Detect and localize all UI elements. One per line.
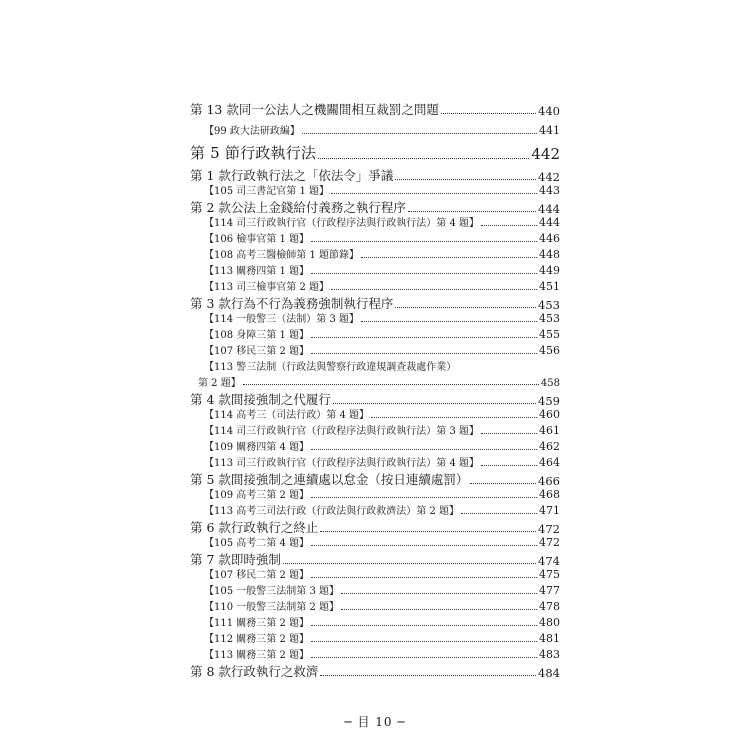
exam-title: 【114 司三行政執行官（行政程序法與行政執行法）第 3 題】 bbox=[204, 426, 479, 437]
exam-label bbox=[204, 342, 309, 357]
dot-leader bbox=[408, 211, 536, 212]
exam-label bbox=[204, 598, 339, 613]
toc-exam-entry[interactable] bbox=[190, 262, 560, 277]
toc-exam-entry[interactable] bbox=[190, 310, 560, 325]
article-title: 間接強制之連續處以怠金（按日連續處罰） bbox=[230, 472, 469, 487]
page-footer: ─ 目 10 ─ bbox=[344, 715, 406, 729]
exam-title: 【113 關務三第 2 題】 bbox=[204, 650, 309, 661]
section-number: 第 5 節 bbox=[190, 144, 241, 162]
exam-label bbox=[204, 230, 309, 245]
dot-leader bbox=[461, 513, 537, 514]
article-title: 間接強制之代履行 bbox=[230, 392, 331, 407]
exam-title: 【113 關務四第 1 題】 bbox=[204, 266, 309, 277]
page-number: 460 bbox=[539, 408, 560, 421]
toc-exam-entry[interactable] bbox=[190, 598, 560, 613]
exam-label bbox=[204, 182, 329, 197]
toc-exam-entry[interactable] bbox=[190, 438, 560, 453]
exam-label bbox=[204, 406, 369, 421]
article-number: 第 5 款 bbox=[190, 472, 231, 487]
exam-label bbox=[204, 534, 309, 549]
exam-title: 【105 高考二第 4 題】 bbox=[204, 538, 309, 549]
exam-label bbox=[204, 614, 309, 629]
toc-exam-entry[interactable] bbox=[190, 614, 560, 629]
dot-leader bbox=[283, 563, 536, 564]
exam-label bbox=[204, 486, 309, 501]
exam-title: 【112 關務三第 2 題】 bbox=[204, 634, 309, 645]
toc-exam-entry[interactable] bbox=[190, 182, 560, 197]
exam-title: 【108 高考三醫檢師第 1 題節錄】 bbox=[204, 250, 359, 261]
dot-leader bbox=[361, 321, 537, 322]
exam-label bbox=[204, 630, 309, 645]
page-number: 444 bbox=[538, 202, 560, 216]
article-number: 第 1 款 bbox=[190, 168, 231, 183]
page-number: 478 bbox=[539, 600, 560, 613]
exam-title: 【107 移民二第 2 題】 bbox=[204, 570, 309, 581]
page-number: 442 bbox=[531, 145, 560, 163]
exam-title: 【109 關務四第 4 題】 bbox=[204, 442, 309, 453]
dot-leader bbox=[243, 384, 539, 385]
article-label bbox=[190, 662, 318, 680]
section-title: 行政執行法 bbox=[240, 144, 317, 162]
dot-leader bbox=[331, 193, 537, 194]
dot-leader bbox=[311, 641, 537, 642]
dot-leader bbox=[470, 483, 536, 484]
toc-article-entry[interactable] bbox=[190, 662, 560, 680]
toc-exam-entry[interactable] bbox=[190, 342, 560, 357]
page-number: 451 bbox=[539, 280, 560, 293]
exam-title: 【111 關務三第 2 題】 bbox=[204, 618, 309, 629]
toc-section-entry[interactable] bbox=[190, 142, 560, 163]
dot-leader bbox=[311, 625, 537, 626]
dot-leader bbox=[311, 497, 537, 498]
page-number: 442 bbox=[538, 170, 560, 184]
page-number: 472 bbox=[539, 536, 560, 549]
dot-leader bbox=[311, 353, 537, 354]
exam-title: 【114 高考三（司法行政）第 4 題】 bbox=[204, 410, 369, 421]
exam-label bbox=[204, 582, 339, 597]
dot-leader bbox=[311, 545, 537, 546]
dot-leader bbox=[333, 403, 536, 404]
page-number: 456 bbox=[539, 344, 560, 357]
exam-label bbox=[204, 422, 479, 437]
toc-exam-entry-continued[interactable] bbox=[190, 374, 560, 389]
section-label bbox=[190, 142, 316, 163]
article-number: 第 13 款 bbox=[190, 102, 239, 117]
dot-leader bbox=[320, 531, 536, 532]
page-number: 471 bbox=[539, 504, 560, 517]
toc-exam-entry[interactable] bbox=[190, 566, 560, 581]
exam-label bbox=[204, 438, 309, 453]
toc-article-entry[interactable] bbox=[190, 100, 560, 118]
exam-title: 【105 一般警三法制第 3 題】 bbox=[204, 586, 339, 597]
toc-exam-entry[interactable] bbox=[190, 422, 560, 437]
toc-exam-entry[interactable] bbox=[190, 230, 560, 245]
dot-leader bbox=[311, 273, 537, 274]
exam-title: 【105 司三書記官第 1 題】 bbox=[204, 186, 329, 197]
dot-leader bbox=[311, 241, 537, 242]
exam-label bbox=[204, 310, 359, 325]
page-number: 446 bbox=[539, 232, 560, 245]
article-number: 第 2 款 bbox=[190, 200, 231, 215]
dot-leader bbox=[302, 133, 537, 134]
exam-title: 【113 司三行政執行官（行政程序法與行政執行法）第 4 題】 bbox=[204, 458, 479, 469]
page-number: 472 bbox=[538, 522, 560, 536]
exam-title: 【113 高考三司法行政（行政法與行政救濟法）第 2 題】 bbox=[204, 506, 459, 517]
page-number: 448 bbox=[539, 248, 560, 261]
page-number: 475 bbox=[539, 568, 560, 581]
page-number: 443 bbox=[539, 184, 560, 197]
page-number: 464 bbox=[539, 456, 560, 469]
article-title: 同一公法人之機關間相互裁罰之問題 bbox=[238, 102, 439, 117]
dot-leader bbox=[395, 307, 536, 308]
exam-title: 【99 政大法研政編】 bbox=[204, 126, 300, 137]
page-number: 477 bbox=[539, 584, 560, 597]
toc-exam-entry[interactable] bbox=[190, 646, 560, 661]
dot-leader bbox=[311, 577, 537, 578]
dot-leader bbox=[481, 433, 537, 434]
page-number: 453 bbox=[539, 312, 560, 325]
exam-label bbox=[204, 502, 459, 517]
article-label bbox=[190, 100, 439, 118]
exam-label bbox=[204, 454, 479, 469]
exam-title: 【106 檢事官第 1 題】 bbox=[204, 234, 309, 245]
exam-label bbox=[204, 646, 309, 661]
page-number: 474 bbox=[538, 554, 560, 568]
toc-exam-entry[interactable] bbox=[190, 246, 560, 261]
dot-leader bbox=[341, 593, 537, 594]
dot-leader bbox=[331, 289, 537, 290]
page-number: 455 bbox=[539, 328, 560, 341]
dot-leader bbox=[395, 179, 536, 180]
toc-exam-entry[interactable] bbox=[190, 454, 560, 469]
page-number: 484 bbox=[538, 666, 560, 680]
article-number: 第 8 款 bbox=[190, 664, 231, 679]
dot-leader bbox=[311, 337, 537, 338]
page-number: 459 bbox=[538, 394, 560, 408]
article-title: 行政執行之救濟 bbox=[230, 664, 319, 679]
dot-leader bbox=[318, 158, 529, 159]
toc-exam-entry[interactable] bbox=[190, 214, 560, 229]
page-number: 440 bbox=[538, 104, 560, 118]
exam-title: 【113 警三法制（行政法與警察行政違規調查裁處作業） bbox=[204, 362, 457, 373]
article-title: 行政執行之終止 bbox=[230, 520, 319, 535]
exam-title: 【108 身障三第 1 題】 bbox=[204, 330, 309, 341]
exam-title: 【110 一般警三法制第 2 題】 bbox=[204, 602, 339, 613]
exam-title: 【113 司三檢事官第 2 題】 bbox=[204, 282, 329, 293]
dot-leader bbox=[311, 449, 537, 450]
exam-label bbox=[204, 262, 309, 277]
exam-label bbox=[204, 566, 309, 581]
exam-label bbox=[204, 278, 329, 293]
page-number: 441 bbox=[539, 124, 560, 137]
article-number: 第 6 款 bbox=[190, 520, 231, 535]
page-number: 483 bbox=[539, 648, 560, 661]
toc-exam-entry[interactable] bbox=[190, 534, 560, 549]
toc-exam-entry[interactable] bbox=[190, 326, 560, 341]
exam-label bbox=[204, 122, 300, 137]
page-number: 468 bbox=[539, 488, 560, 501]
toc-exam-entry[interactable] bbox=[190, 122, 560, 137]
exam-title: 【114 一般警三（法制）第 3 題】 bbox=[204, 314, 359, 325]
article-number: 第 4 款 bbox=[190, 392, 231, 407]
dot-leader bbox=[441, 113, 536, 114]
exam-label bbox=[204, 326, 309, 341]
article-number: 第 3 款 bbox=[190, 296, 231, 311]
dot-leader bbox=[481, 225, 537, 226]
article-title: 公法上金錢給付義務之執行程序 bbox=[230, 200, 406, 215]
dot-leader bbox=[361, 257, 537, 258]
article-title: 行政執行法之「依法令」爭議 bbox=[230, 168, 394, 183]
article-title: 即時強制 bbox=[230, 552, 281, 567]
page-number: 461 bbox=[539, 424, 560, 437]
article-title: 行為不行為義務強制執行程序 bbox=[230, 296, 394, 311]
page-number: 449 bbox=[539, 264, 560, 277]
exam-title: 【107 移民三第 2 題】 bbox=[204, 346, 309, 357]
dot-leader bbox=[320, 675, 536, 676]
page-number: 462 bbox=[539, 440, 560, 453]
dot-leader bbox=[341, 609, 537, 610]
dot-leader bbox=[481, 465, 537, 466]
page-number: 480 bbox=[539, 616, 560, 629]
toc-exam-entry[interactable] bbox=[190, 630, 560, 645]
exam-label bbox=[204, 214, 479, 229]
page-number: 466 bbox=[538, 474, 560, 488]
toc-exam-entry[interactable] bbox=[190, 502, 560, 517]
toc-exam-entry[interactable] bbox=[190, 278, 560, 293]
page-number: 444 bbox=[539, 216, 560, 229]
exam-title: 【109 高考三第 2 題】 bbox=[204, 490, 309, 501]
page-number: 453 bbox=[538, 298, 560, 312]
article-number: 第 7 款 bbox=[190, 552, 231, 567]
dot-leader bbox=[371, 417, 537, 418]
exam-label bbox=[204, 246, 359, 261]
toc-exam-entry[interactable] bbox=[190, 486, 560, 501]
toc-exam-entry[interactable] bbox=[190, 358, 560, 373]
dot-leader bbox=[311, 657, 537, 658]
page-number: 458 bbox=[540, 378, 560, 389]
exam-title: 【114 司三行政執行官（行政程序法與行政執行法）第 4 題】 bbox=[204, 218, 479, 229]
page-number: 481 bbox=[539, 632, 560, 645]
toc-exam-entry[interactable] bbox=[190, 406, 560, 421]
toc-exam-entry[interactable] bbox=[190, 582, 560, 597]
exam-title-continued: 第 2 題】 bbox=[198, 378, 241, 389]
